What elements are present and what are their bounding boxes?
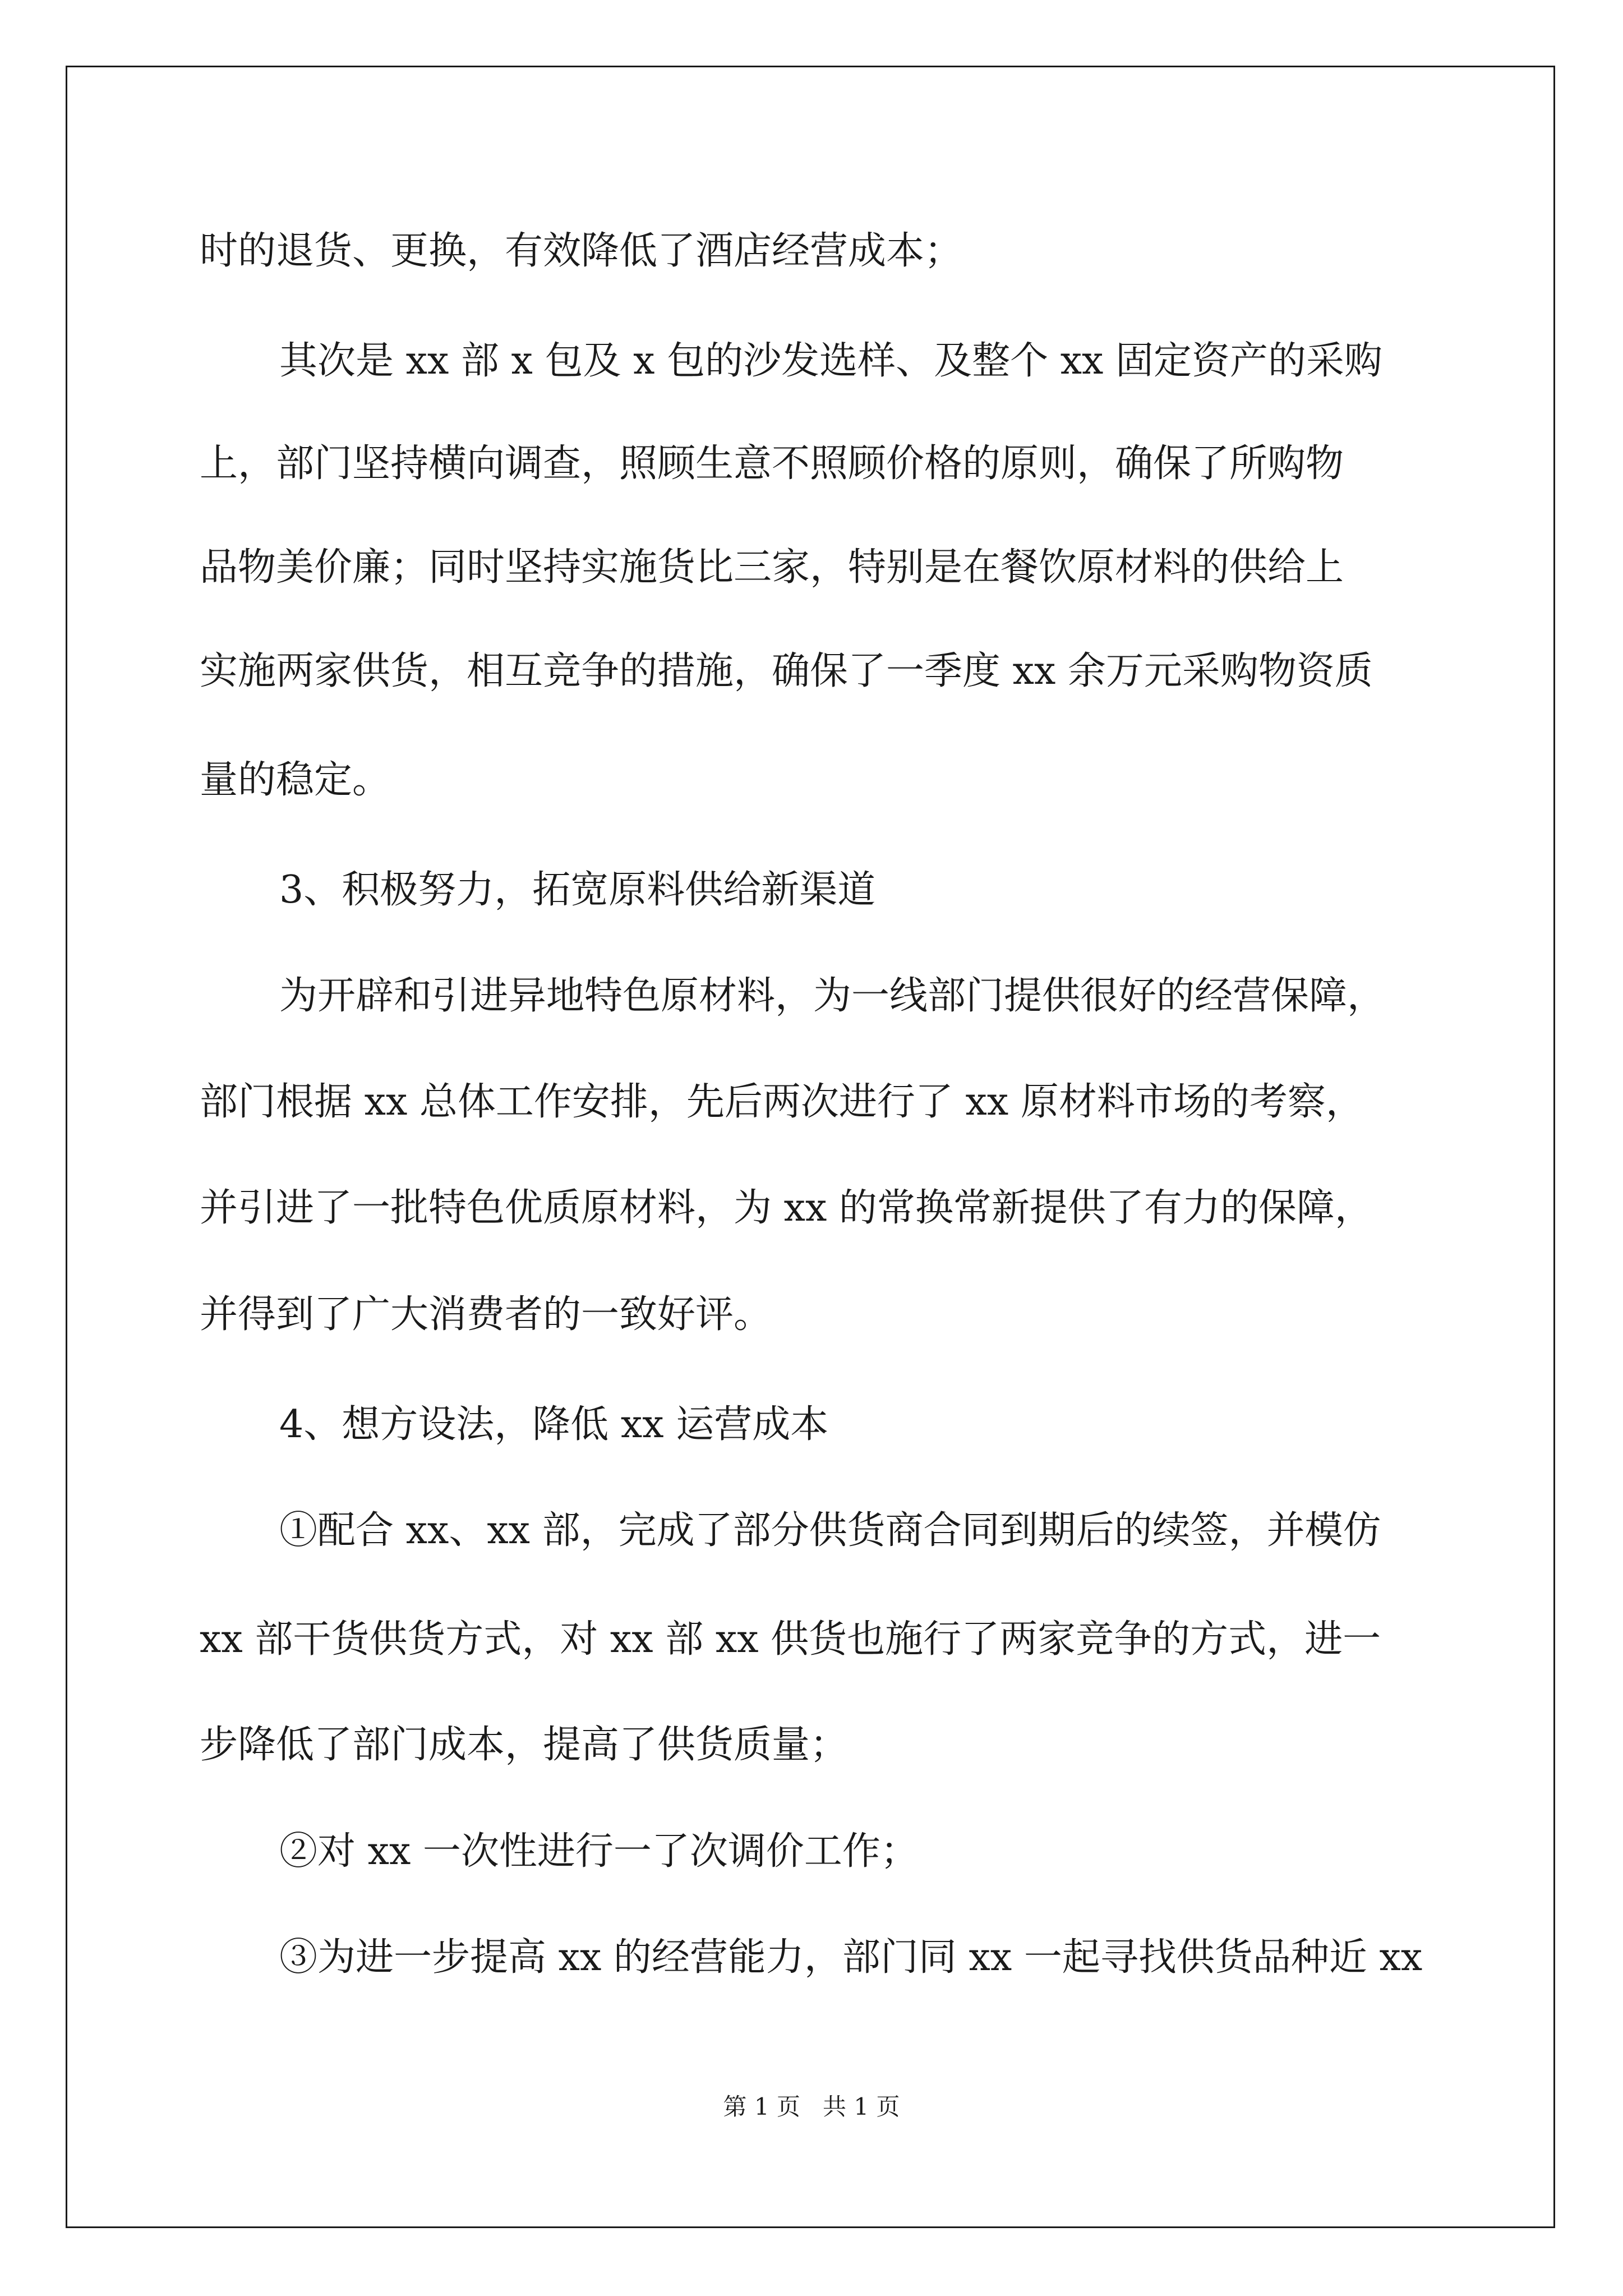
text-line: 实施两家供货，相互竞争的措施，确保了一季度 xx 余万元采购物资质 <box>200 649 1373 693</box>
text-line: 上，部门坚持横向调查，照顾生意不照顾价格的原则，确保了所购物 <box>200 441 1344 486</box>
text-line: 其次是 xx 部 x 包及 x 包的沙发选样、及整个 xx 固定资产的采购 <box>279 339 1383 383</box>
text-line: 并得到了广大消费者的一致好评。 <box>200 1292 772 1337</box>
text-line: 品物美价廉；同时坚持实施货比三家，特别是在餐饮原材料的供给上 <box>200 545 1344 590</box>
page-border <box>66 66 1555 2228</box>
text-line: ③为进一步提高 xx 的经营能力，部门同 xx 一起寻找供货品种近 xx <box>279 1935 1423 1980</box>
text-line: 步降低了部门成本，提高了供货质量； <box>200 1723 849 1767</box>
text-line: 为开辟和引进异地特色原材料，为一线部门提供很好的经营保障， <box>279 974 1386 1018</box>
section-heading: 4、想方设法，降低 xx 运营成本 <box>279 1402 829 1447</box>
text-line: 时的退货、更换，有效降低了酒店经营成本； <box>200 229 963 273</box>
text-line: ①配合 xx、xx 部，完成了部分供货商合同到期后的续签，并模仿 <box>279 1508 1381 1553</box>
text-line: 部门根据 xx 总体工作安排，先后两次进行了 xx 原材料市场的考察， <box>200 1080 1364 1124</box>
text-line: ②对 xx 一次性进行一了次调价工作； <box>279 1829 919 1874</box>
text-line: xx 部干货供货方式，对 xx 部 xx 供货也施行了两家竞争的方式，进一 <box>200 1617 1381 1662</box>
page-footer: 第 1 页 共 1 页 <box>723 2093 900 2120</box>
text-line: 量的稳定。 <box>200 758 391 802</box>
text-line: 并引进了一批特色优质原材料，为 xx 的常换常新提供了有力的保障， <box>200 1186 1373 1230</box>
section-heading: 3、积极努力，拓宽原料供给新渠道 <box>279 868 876 912</box>
